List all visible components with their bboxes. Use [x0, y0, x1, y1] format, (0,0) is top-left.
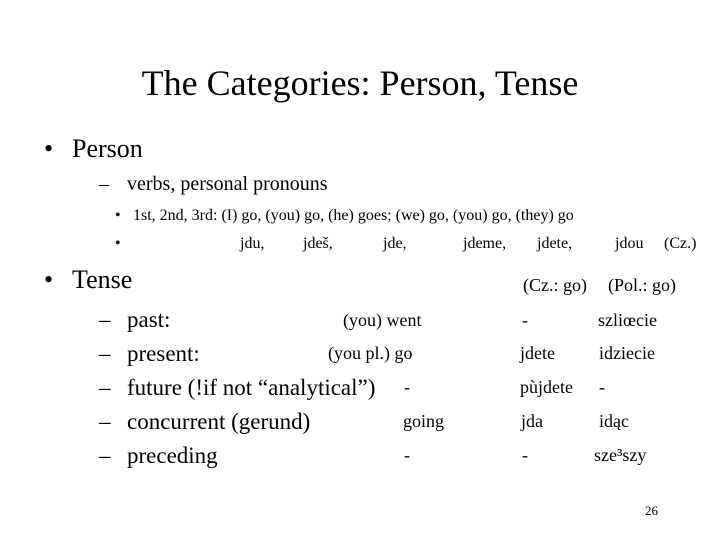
czech-form: jdete, [537, 235, 573, 252]
person-heading: Person [72, 134, 143, 163]
slide-title: The Categories: Person, Tense [141, 63, 579, 103]
bullet: • [115, 207, 121, 224]
czech-form: pùjdete [520, 377, 573, 397]
czech-form: jdeš, [303, 235, 333, 252]
person-subheading: verbs, personal pronouns [127, 173, 328, 195]
english-form: - [404, 377, 410, 397]
row-dash: – [99, 375, 111, 400]
column-header-czech: (Cz.: go) [523, 275, 587, 295]
polish-form: szliœcie [598, 310, 657, 330]
czech-form: jdou [615, 235, 644, 252]
czech-form: - [522, 310, 528, 330]
person-forms-english: 1st, 2nd, 3rd: (I) go, (you) go, (he) goes; (we) go, (you) go, (they) go [133, 207, 574, 224]
english-form: - [404, 445, 410, 465]
column-header-polish: (Pol.: go) [608, 275, 677, 295]
row-dash: – [99, 443, 111, 468]
english-form: going [403, 411, 445, 431]
tense-label: future (!if not “analytical”) [127, 375, 376, 400]
polish-form: sze³szy [594, 445, 647, 465]
bullet: • [44, 265, 54, 294]
tense-heading: Tense [72, 265, 133, 294]
tense-label: preceding [127, 443, 218, 468]
bullet: • [115, 235, 121, 252]
bullet: • [44, 134, 54, 163]
row-dash: – [99, 341, 111, 366]
czech-form: jdete [520, 343, 555, 363]
sub-bullet-dash: – [99, 173, 109, 195]
tense-label: present: [127, 341, 200, 366]
czech-form: jda [521, 411, 543, 431]
czech-form: - [522, 445, 528, 465]
english-form: (you pl.) go [328, 343, 413, 363]
tense-label: past: [127, 307, 171, 332]
czech-form: jde, [383, 235, 407, 252]
tense-label: concurrent (gerund) [127, 409, 311, 434]
language-tag: (Cz.) [664, 235, 697, 252]
english-form: (you) went [343, 310, 422, 330]
row-dash: – [99, 307, 111, 332]
page-number: 26 [645, 503, 658, 518]
czech-form: jdeme, [463, 235, 507, 252]
row-dash: – [99, 409, 111, 434]
polish-form: - [599, 377, 605, 397]
polish-form: idąc [599, 411, 629, 431]
czech-form: jdu, [240, 235, 265, 252]
polish-form: idziecie [599, 343, 655, 363]
